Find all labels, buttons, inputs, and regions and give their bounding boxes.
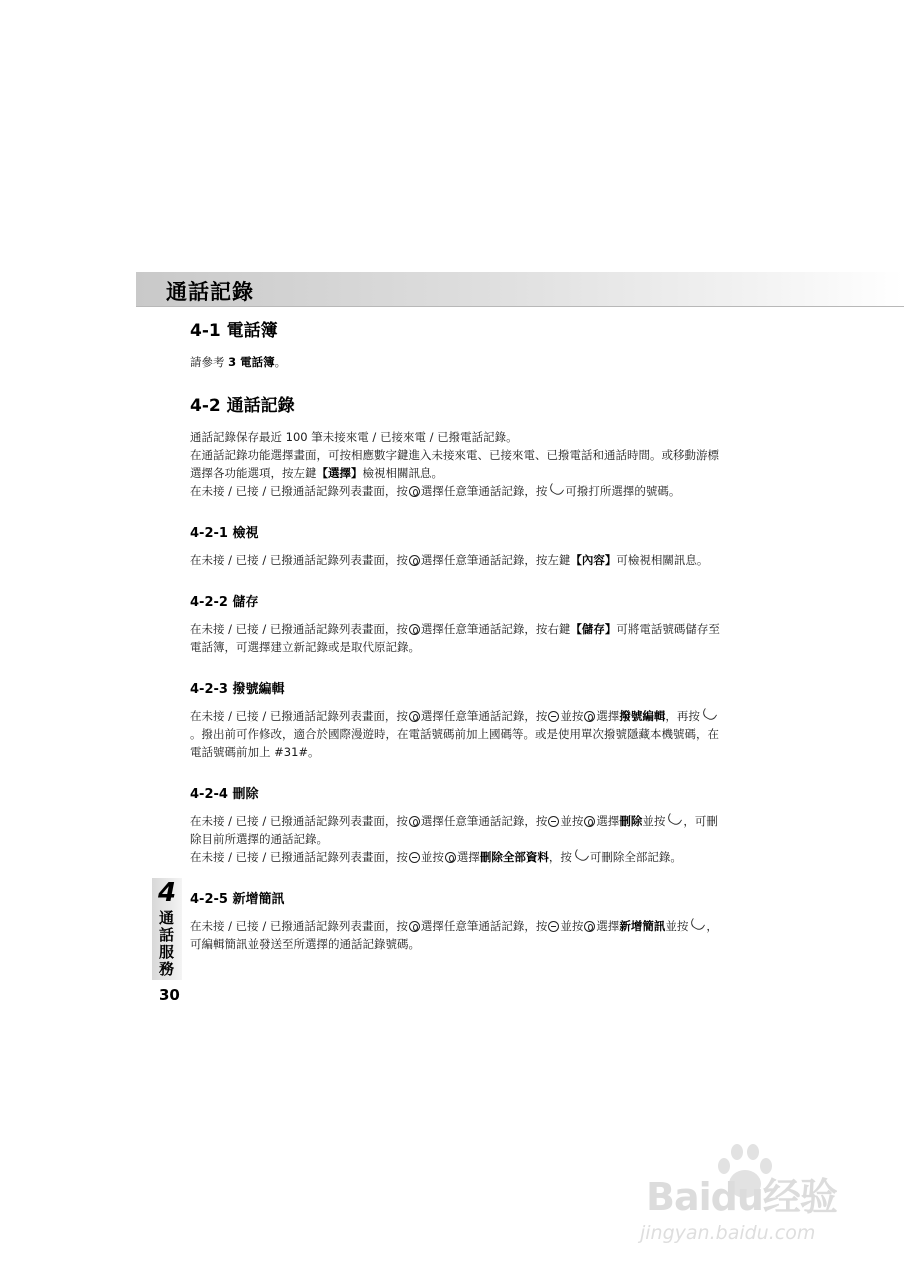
section-heading-4-1: 4-1 電話簿	[190, 321, 278, 341]
paragraph: 在未接 / 已接 / 已撥通話記錄列表畫面，按 選擇任意筆通話記錄，按左鍵【內容】可檢視相關訊息。	[190, 553, 709, 567]
chapter-side-tab	[152, 878, 182, 980]
nav-key-icon	[409, 711, 420, 722]
section-heading-4-2-5: 4-2-5 新增簡訊	[190, 892, 285, 907]
section-body-4-2-1	[190, 551, 720, 569]
paragraph: 在未接 / 已接 / 已撥通話記錄列表畫面，按 選擇任意筆通話記錄，按 並按 選擇刪除並按 ，可刪除目前所選擇的通話記錄。	[190, 814, 718, 846]
paragraph: 在未接 / 已接 / 已撥通話記錄列表畫面，按 選擇任意筆通話記錄，按 並按 選擇撥號編輯，再按。撥出前可作修改，適合於國際漫遊時，在電話號碼前加上國碼等。或是使用單次撥號隱藏本機號碼，在電話號碼前加上 #31#。	[190, 709, 719, 759]
chapter-title-vertical: 通話服務	[159, 909, 175, 978]
chapter-heading: 通話記錄	[166, 280, 254, 304]
paragraph: 在未接 / 已接 / 已撥通話記錄列表畫面，按 選擇任意筆通話記錄，按 並按 選擇新增簡訊並按 ，可編輯簡訊並發送至所選擇的通話記錄號碼。	[190, 919, 718, 951]
nav-key-icon	[584, 816, 595, 827]
chapter-number: 4	[158, 878, 177, 908]
call-key-icon	[666, 813, 682, 827]
call-key-icon	[573, 849, 589, 863]
paragraph: 在通話記錄功能選擇畫面，可按相應數字鍵進入未接來電、已接來電、已撥電話和通話時間。或移動游標選擇各功能選項，按左鍵【選擇】檢視相關訊息。	[190, 448, 719, 480]
page-body	[190, 316, 720, 953]
nav-key-icon	[409, 555, 420, 566]
call-key-icon	[701, 708, 717, 722]
page-number: 30	[159, 986, 180, 1004]
section-text-4-1: 請參考 3 電話簿。	[190, 355, 287, 369]
paragraph: 在未接 / 已接 / 已撥通話記錄列表畫面，按 選擇任意筆通話記錄，按右鍵【儲存】可將電話號碼儲存至電話簿，可選擇建立新記錄或是取代原記錄。	[190, 622, 720, 654]
section-body-4-2-3	[190, 707, 720, 761]
watermark-url: jingyan.baidu.com	[640, 1222, 816, 1244]
nav-key-icon	[445, 852, 456, 863]
section-heading-4-2-2: 4-2-2 儲存	[190, 595, 259, 610]
section-heading-4-2-4: 4-2-4 刪除	[190, 787, 259, 802]
call-key-icon	[548, 483, 564, 497]
nav-key-icon	[409, 624, 420, 635]
paragraph: 在未接 / 已接 / 已撥通話記錄列表畫面，按 並按 選擇刪除全部資料，按 可刪除全部記錄。	[190, 850, 682, 864]
nav-key-icon	[409, 486, 420, 497]
nav-key-icon	[584, 711, 595, 722]
call-key-icon	[689, 918, 705, 932]
soft-key-icon	[548, 816, 559, 827]
soft-key-icon	[409, 852, 420, 863]
section-body-4-2-4	[190, 812, 720, 866]
soft-key-icon	[548, 921, 559, 932]
nav-key-icon	[584, 921, 595, 932]
section-heading-4-2: 4-2 通話記錄	[190, 396, 295, 416]
section-body-4-2-2	[190, 620, 720, 656]
baidu-watermark	[640, 1140, 870, 1260]
section-heading-4-2-3: 4-2-3 撥號編輯	[190, 682, 285, 697]
section-body-4-2-5	[190, 917, 720, 953]
section-body-4-2	[190, 428, 720, 500]
soft-key-icon	[548, 711, 559, 722]
paragraph: 通話記錄保存最近 100 筆未接來電 / 已接來電 / 已撥電話記錄。	[190, 430, 518, 444]
section-heading-4-2-1: 4-2-1 檢視	[190, 526, 259, 541]
paragraph: 在未接 / 已接 / 已撥通話記錄列表畫面，按 選擇任意筆通話記錄，按 可撥打所選擇的號碼。	[190, 484, 681, 498]
nav-key-icon	[409, 921, 420, 932]
nav-key-icon	[409, 816, 420, 827]
watermark-logo: Baidu经验	[646, 1175, 837, 1219]
chapter-banner	[136, 272, 904, 307]
